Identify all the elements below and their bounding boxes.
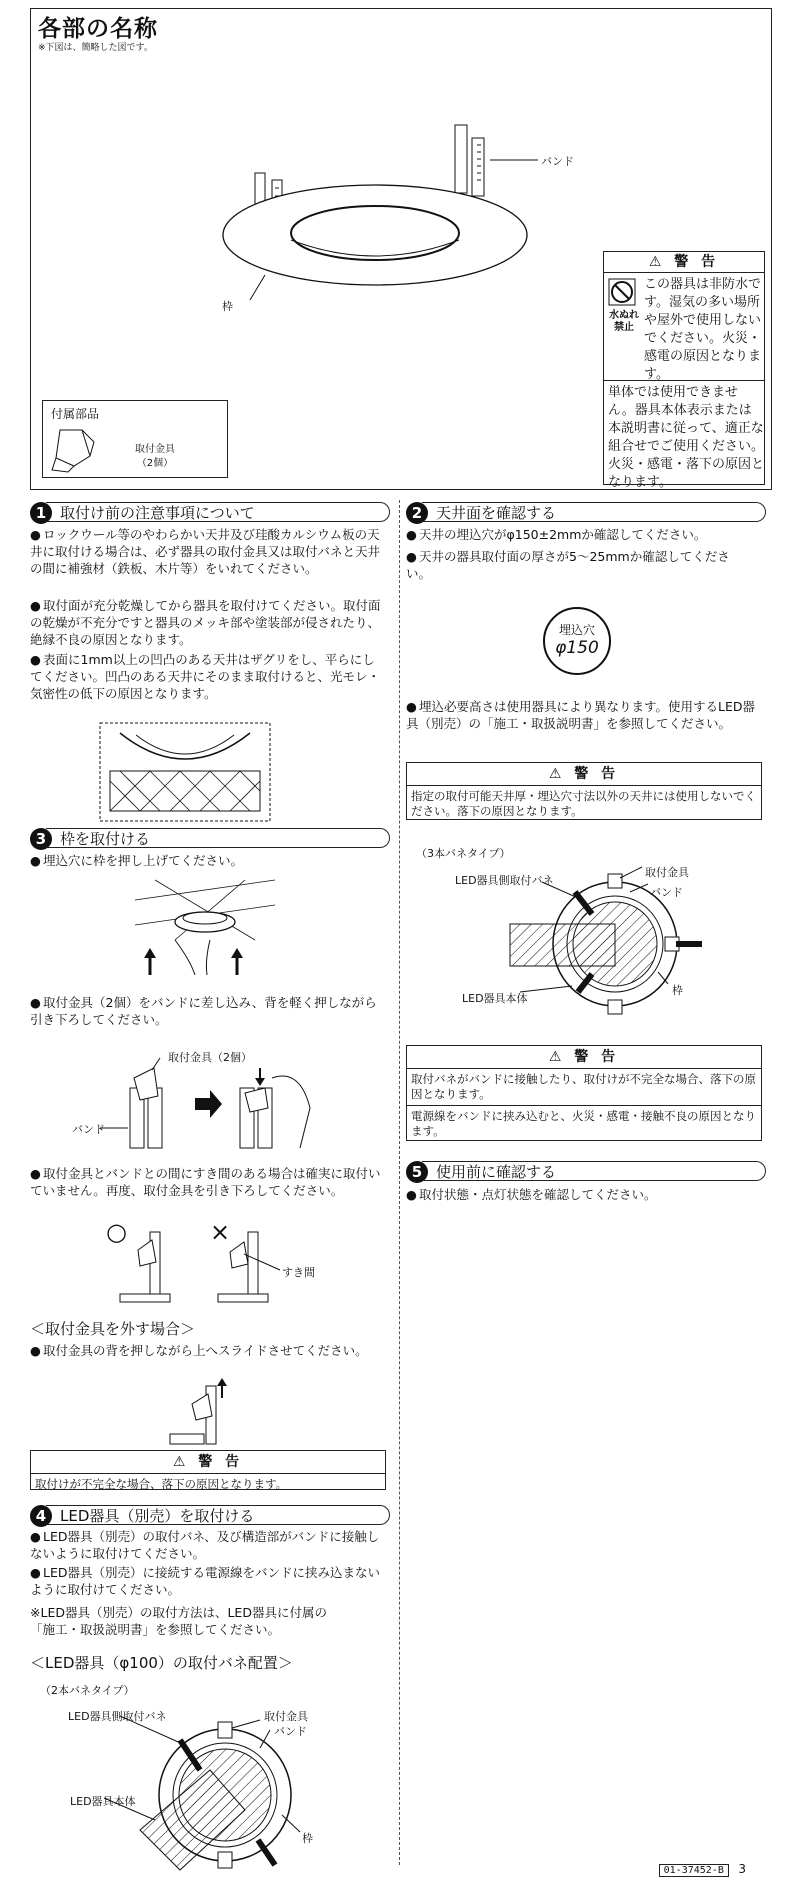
section-5-number: 5 [406,1161,428,1183]
section-3-bullet-3: ● 取付金具とバンドとの間にすき間のある場合は確実に取付いていません。再度、取付金具を引き下ろしてください。 [30,1166,381,1198]
hole-diameter-badge [543,607,611,675]
section-3-bullet-1: ● 埋込穴に枠を押し上げてください。 [30,853,244,868]
ceiling-cross-section [100,723,270,821]
section-2-title: 天井面を確認する [422,502,766,522]
fig4-body-label: LED器具本体 [70,1795,136,1808]
accessory-title: 付属部品 [51,407,100,421]
section-5-bullet: ● 取付状態・点灯状態を確認してください。 [406,1187,657,1202]
section-4-number: 4 [30,1505,52,1527]
fig-band-label: バンド [72,1123,105,1136]
warning-sec2-heading: ⚠ 警 告 [407,763,761,786]
section-4-bullet-1: ● LED器具（別売）の取付バネ、及び構造部がバンドに接触しないように取付けてください。 [30,1529,380,1561]
band-right [455,125,467,193]
warning-top-heading: ⚠ 警 告 [604,252,764,273]
section-2-bullet-3: ● 埋込必要高さは使用器具により異なります。使用するLED器具（別売）の「施工・取扱説明書」を参照してください。 [406,699,755,731]
warning-sec2-text: 指定の取付可能天井厚・埋込穴寸法以外の天井には使用しないでください。落下の原因となります。 [411,789,756,818]
accessory-item-name: 取付金具 [135,444,175,455]
fig4-spring-label: LED器具側取付バネ [68,1710,167,1723]
ok-mark: ○ [106,1218,127,1246]
section-2-bullet-1: ● 天井の埋込穴がφ150±2mmか確認してください。 [406,527,707,542]
section-1-bullet-2: ● 取付面が充分乾燥してから器具を取付けてください。取付面の乾燥が不充分ですと器具のメッキ部や塗装部が侵されたり、絶縁不良の原因となります。 [30,598,381,647]
warning-sec2 [406,762,762,820]
warning-top-text2: 単体では使用できません。器具本体表示または本説明書に従って、適正な組合せでご使用ください。火災・感電・落下の原因となります。 [608,385,765,490]
section-5-title: 使用前に確認する [422,1161,766,1181]
fig2-band-label: バンド [650,886,683,899]
section-5-heading [406,1161,766,1183]
warning-sec2b [406,1045,762,1141]
warning-sec2b-heading: ⚠ 警 告 [407,1046,761,1069]
doc-code-number: 01-37452-B [659,1864,729,1877]
band-right-2 [472,138,484,196]
no-water-icon [608,278,636,306]
two-spring-type: （2本バネタイプ） [40,1684,135,1697]
section-3-number: 3 [30,828,52,850]
three-spring-type: （3本バネタイプ） [416,847,511,860]
hole-label: 埋込穴 [558,623,595,637]
section-4-heading [30,1505,390,1527]
accessory-item-count: （2個） [136,458,174,469]
warning-sec3 [30,1450,386,1490]
warning-sec3-text: 取付けが不完全な場合、落下の原因となります。 [35,1477,288,1491]
band-label: バンド [541,155,574,168]
warning-top-divider [604,380,764,381]
section-4-title: LED器具（別売）を取付ける [46,1505,390,1525]
frame-push-illustration [135,880,275,975]
section-1-title: 取付け前の注意事項について [46,502,390,522]
warning-sec3-heading: ⚠ 警 告 [31,1451,385,1474]
remove-bullet: ● 取付金具の背を押しながら上へスライドさせてください。 [30,1343,368,1358]
bracket-remove-illustration [170,1378,250,1448]
frame-label: 枠 [222,300,233,313]
doc-code [659,1862,746,1876]
section-4-bullet-2: ● LED器具（別売）に接続する電源線をバンドに挟み込まないように取付けてください。 [30,1565,380,1597]
page-title: 各部の名称 [38,16,158,42]
page-number: 3 [738,1862,746,1876]
fig2-bracket-label: 取付金具 [645,866,689,879]
warning-top [603,251,765,490]
warning-top-text1: この器具は非防水です。湿気の多い場所や屋外で使用しないでください。火災・感電の原因となります。 [644,277,762,382]
section-1-heading [30,502,390,524]
section-2-bullet-2: ● 天井の器具取付面の厚さが5～25mmか確認してください。 [406,549,730,581]
fig-bracket-label: 取付金具（2個） [168,1051,252,1064]
spring-layout-title: ＜LED器具（φ100）の取付バネ配置＞ [30,1654,293,1672]
column-divider [399,500,400,1865]
section-2-heading [406,502,766,524]
section-1-bullet-3: ● 表面に1mm以上の凹凸のある天井はザグリをし、平らにしてください。凹凸のある天井にそのまま取付けると、光モレ・気密性の低下の原因となります。 [30,652,381,701]
gap-check-illustration [110,1222,280,1302]
gap-label: すき間 [282,1266,315,1279]
section-1-number: 1 [30,502,52,524]
section-4-note: ※LED器具（別売）の取付方法は、LED器具に付属の「施工・取扱説明書」を参照してください。 [30,1605,327,1637]
diagram-note: ※下図は、簡略した図です。 [38,43,153,53]
warning-sec2b-text2: 電源線をバンドに挟み込むと、火災・感電・接触不良の原因となります。 [411,1109,756,1138]
warning-sec2b-text1: 取付バネがバンドに接触したり、取付けが不完全な場合、落下の原因となります。 [407,1069,761,1106]
ng-mark: × [210,1218,231,1246]
fig4-band-label: バンド [274,1725,307,1738]
section-2-number: 2 [406,502,428,524]
hole-size: φ150 [555,638,599,658]
section-1-bullet-1: ● ロックウール等のやわらかい天井及び珪酸カルシウム板の天井に取付ける場合は、必ず器具の取付金具又は取付バネと天井の間に補強材（鉄板、木片等）をいれてください。 [30,527,381,576]
fig4-frame-label: 枠 [302,1832,313,1845]
fig2-frame-label: 枠 [672,984,683,997]
section-3-heading [30,828,390,850]
fig2-spring-label: LED器具側取付バネ [455,874,554,887]
section-3-bullet-2: ● 取付金具（2個）をバンドに差し込み、背を軽く押しながら引き下ろしてください。 [30,995,377,1027]
accessory-box [42,400,228,478]
frame-inner [291,206,459,260]
remove-title: ＜取付金具を外す場合＞ [30,1320,196,1338]
no-water-label: 水ぬれ禁止 [609,310,639,333]
fig4-bracket-label: 取付金具 [264,1710,308,1723]
fig2-body-label: LED器具本体 [462,992,528,1005]
accessory-item [135,443,175,471]
section-3-title: 枠を取付ける [46,828,390,848]
